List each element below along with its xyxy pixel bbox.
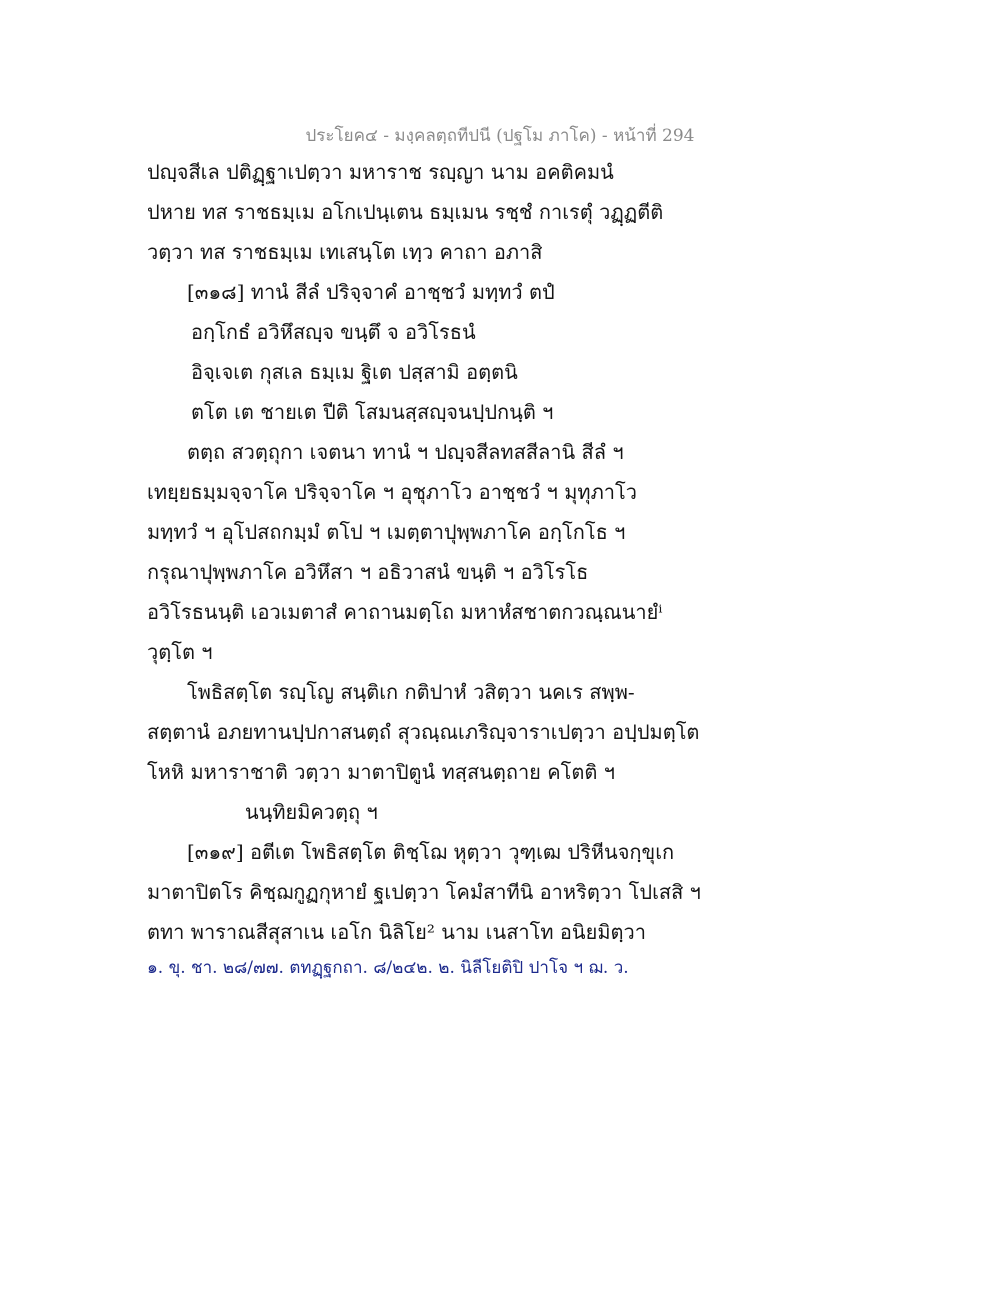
body-line: มทฺทวํ ฯ อุโปสถกมฺมํ ตโป ฯ เมตฺตาปุพฺพภาโค อกฺโกโธ ฯ (147, 520, 626, 544)
body-line: มาตาปิตโร คิชฺฌกูฏกุหายํ ฐเปตฺวา โคมํสาทีนิ อาหริตฺวา โปเสสิ ฯ (147, 880, 701, 904)
verse-line: อกฺโกธํ อวิหึสญฺจ ขนฺตึ จ อวิโรธนํ (191, 320, 476, 344)
body-line: ปหาย ทส ราชธมฺเม อโกเปนฺเตน ธมฺเมน รชฺชํ กาเรตุํ วฏฺฏตีติ (147, 200, 664, 224)
footnote: ๑. ขุ. ชา. ๒๘/๗๗. ตทฏฺฐกถา. ๘/๒๔๒. ๒. นิลีโยติปิ ปาโจ ฯ ฌ. ว. (147, 958, 629, 978)
body-line: เทยฺยธมฺมจฺจาโค ปริจฺจาโค ฯ อุชุภาโว อาชฺชวํ ฯ มุทุภาโว (147, 480, 637, 504)
body-line: วุตฺโต ฯ (147, 640, 213, 664)
body-line: ปญฺจสีเล ปติฏฺฐาเปตฺวา มหาราช รญฺญา นาม อคติคมนํ (147, 160, 614, 184)
body-line: วตฺวา ทส ราชธมฺเม เทเสนฺโต เทฺว คาถา อภาสิ (147, 240, 543, 264)
body-line: โพธิสตฺโต รญฺโญ สนฺติเก กติปาหํ วสิตฺวา นคเร สพฺพ- (187, 680, 635, 704)
verse-line: ตโต เต ชายเต ปีติ โสมนสฺสญฺจนปฺปกนฺติ ฯ (191, 400, 554, 424)
body-line: ตตฺถ สวตฺถุกา เจตนา ทานํ ฯ ปญฺจสีลทสสีลานิ สีลํ ฯ (187, 440, 624, 464)
body-line: สตฺตานํ อภยทานปฺปกาสนตฺถํ สุวณฺณเภริญฺจาราเปตฺวา อปฺปมตฺโต (147, 720, 700, 744)
body-line: ตทา พาราณสีสุสาเน เอโก นิลิโย² นาม เนสาโท อนิยมิตฺวา (147, 920, 646, 944)
body-line: โหหิ มหาราชาติ วตฺวา มาตาปิตูนํ ทสฺสนตฺถาย คโตติ ฯ (147, 760, 615, 784)
section-title: นนฺทิยมิควตฺถุ ฯ (245, 800, 378, 824)
page-header: ประโยค๔ - มงฺคลตฺถทีปนี (ปฐโม ภาโค) - หน้าที่ 294 (305, 126, 695, 146)
verse-line: อิจฺเจเต กุสเล ธมฺเม ฐิเต ปสฺสามิ อตฺตนิ (191, 360, 518, 384)
body-line: กรุณาปุพฺพภาโค อวิหึสา ฯ อธิวาสนํ ขนฺติ ฯ อวิโรโธ (147, 560, 589, 584)
body-line: [๓๑๙] อตีเต โพธิสตฺโต ติชฺโฌ หุตฺวา วุฑฺเฒ ปริหีนจกฺขุเก (187, 840, 675, 864)
verse-line: [๓๑๘] ทานํ สีลํ ปริจฺจาคํ อาชฺชวํ มทฺทวํ ตปํ (187, 280, 555, 304)
body-line: อวิโรธนนฺติ เอวเมตาสํ คาถานมตฺโถ มหาหํสชาตกวณฺณนายํⁱ (147, 600, 663, 624)
